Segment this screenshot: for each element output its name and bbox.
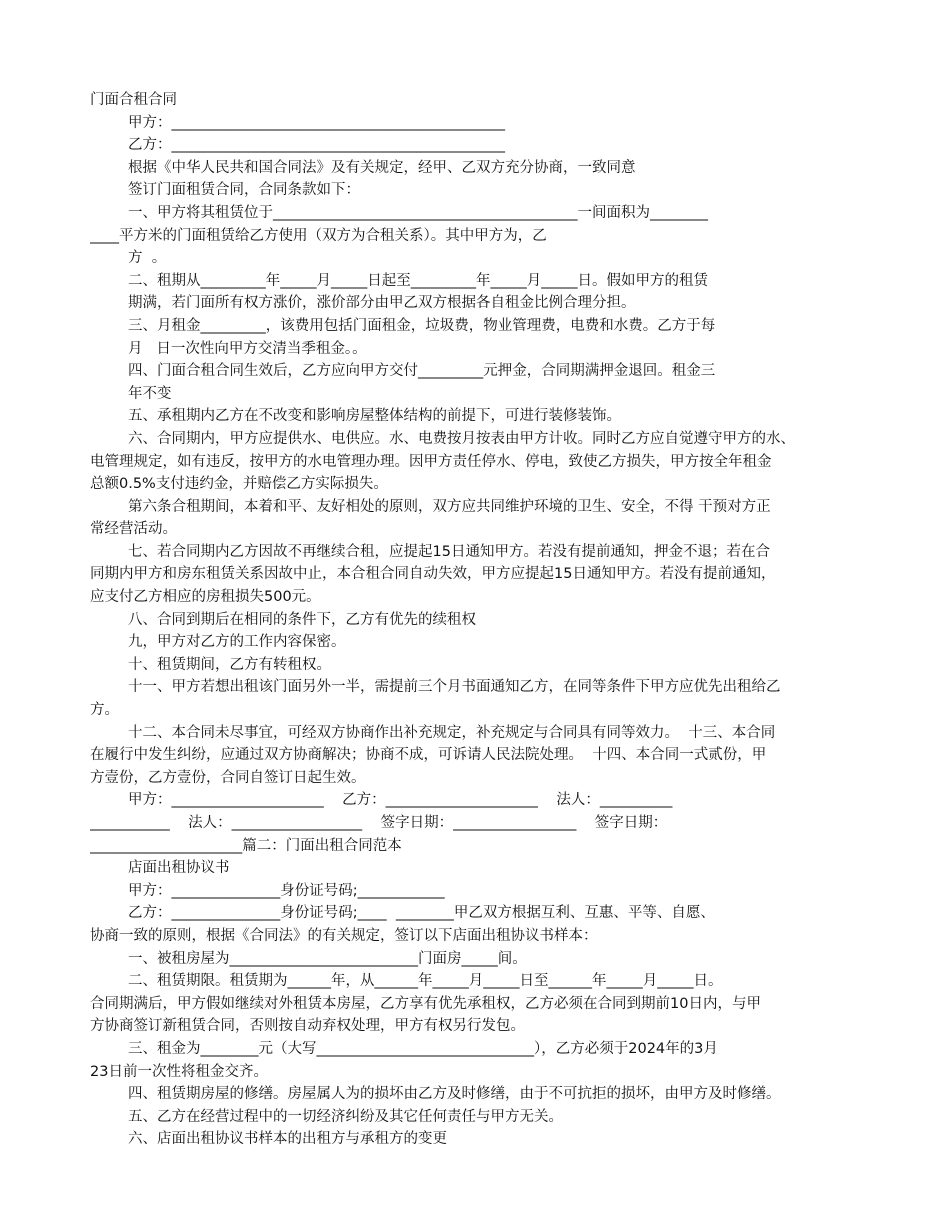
document-line: 九，甲方对乙方的工作内容保密。 (128, 634, 346, 651)
document-line: 在履行中发生纠纷，应通过双方协商解决；协商不成，可诉请人民法院处理。 十四、本合同一式贰份，甲 (90, 747, 767, 764)
document-line: 方壹份，乙方壹份，合同自签订日起生效。 (90, 769, 366, 786)
document-line: 方协商签订新租赁合同，否则按自动弃权处理，甲方有权另行发包。 (90, 1018, 525, 1035)
contract-document (90, 89, 862, 1151)
document-line: 甲方：_______________身份证号码;____________ (128, 882, 445, 899)
document-line: 签订门面租赁合同，合同条款如下： (128, 182, 360, 199)
document-line: 合同期满后，甲方假如继续对外租赁本房屋，乙方享有优先承租权，乙方必须在合同到期前10日内，与甲 (90, 995, 761, 1012)
document-line: 一、被租房屋为__________________________门面房_____间。 (128, 950, 527, 967)
document-line: 甲方：_____________________ 乙方：_____________________ 法人：__________ (128, 792, 673, 809)
document-line: 二、租期从_________年_____月_____日起至_________年_____月_____日。假如甲方的租赁 (128, 272, 708, 289)
document-line: 电管理规定，如有违反，按甲方的水电管理办理。因甲方责任停水、停电，致使乙方损失，甲方按全年租金 (90, 453, 772, 470)
document-line: 常经营活动。 (90, 521, 177, 538)
document-line: 六、合同期内，甲方应提供水、电供应。水、电费按月按表由甲方计收。同时乙方应自觉遵守甲方的水、 (128, 430, 795, 447)
document-line: 五、承租期内乙方在不改变和影响房屋整体结构的前提下，可进行装修装饰。 (128, 408, 621, 425)
document-line: 乙方：______________________________________________ (128, 137, 505, 154)
document-line: 六、店面出租协议书样本的出租方与承租方的变更 (128, 1131, 447, 1148)
document-line: 月 日一次性向甲方交清当季租金。。 (128, 340, 367, 357)
document-line: 十一、甲方若想出租该门面另外一半，需提前三个月书面通知乙方，在同等条件下甲方应优先出租给乙 (128, 679, 781, 696)
document-line: 根据《中华人民共和国合同法》及有关规定，经甲、乙双方充分协商，一致同意 (128, 159, 636, 176)
document-line: 五、乙方在经营过程中的一切经济纠纷及其它任何责任与甲方无关。 (128, 1108, 563, 1125)
document-line: 十二、本合同未尽事宜，可经双方协商作出补充规定，补充规定与合同具有同等效力。 十三、本合同 (128, 724, 776, 741)
document-line: 店面出租协议书 (128, 860, 230, 877)
document-line: 同期内甲方和房东租赁关系因故中止，本合租合同自动失效，甲方应提起15日通知甲方。若没有提前通知， (90, 566, 776, 583)
document-line: 八、合同到期后在相同的条件下，乙方有优先的续租权 (128, 611, 476, 628)
document-title: 门面合租合同 (90, 92, 177, 108)
document-line: 23日前一次性将租金交齐。 (90, 1063, 268, 1080)
document-line: 二、租赁期限。租赁期为______年，从______年_____月_____日至______年_____月_____日。 (128, 973, 723, 990)
document-line: 年不变 (128, 385, 172, 402)
document-line: 方 。 (128, 250, 167, 267)
document-line: 三、月租金_________，该费用包括门面租金，垃圾费，物业管理费，电费和水费。乙方于每 (128, 317, 716, 334)
document-line: 一、甲方将其租赁位于__________________________________________一间面积为________ (128, 204, 708, 221)
document-line: 期满，若门面所有权方涨价，涨价部分由甲乙双方根据各自租金比例合理分担。 (128, 295, 636, 312)
document-line: ____平方米的门面租赁给乙方使用（双方为合租关系）。其中甲方为，乙 (90, 227, 547, 244)
document-line: 方。 (90, 702, 119, 719)
document-line: 总额0.5%支付违约金，并赔偿乙方实际损失。 (90, 476, 388, 493)
document-line: 应支付乙方相应的房租损失500元。 (90, 589, 321, 606)
document-line: 七、若合同期内乙方因故不再继续合租，应提起15日通知甲方。若没有提前通知，押金不退；若在合 (128, 543, 770, 560)
document-line: 十、租赁期间，乙方有转租权。 (128, 656, 331, 673)
document-line: 乙方：_______________身份证号码;____ ________甲乙双方根据互利、互惠、平等、自愿、 (128, 905, 715, 922)
document-line: 甲方：______________________________________________ (128, 114, 505, 131)
document-line: 第六条合租期间，本着和平、友好相处的原则，双方应共同维护环境的卫生、安全，不得 干预对方正 (128, 498, 771, 515)
document-line: ___________ 法人：__________________ 签字日期：_________________ 签字日期： (90, 815, 668, 831)
document-line: 协商一致的原则，根据《合同法》的有关规定，签订以下店面出租协议书样本： (90, 927, 598, 944)
document-line: 四、租赁期房屋的修缮。房屋属人为的损坏由乙方及时修缮，由于不可抗拒的损坏，由甲方及时修缮。 (128, 1086, 781, 1103)
document-line: _____________________篇二：门面出租合同范本 (90, 837, 402, 854)
document-line: 四、门面合租合同生效后，乙方应向甲方交付_________元押金，合同期满押金退回。租金三 (128, 363, 716, 380)
document-line: 三、租金为________元（大写______________________________），乙方必须于2024年的3月 (128, 1040, 718, 1057)
